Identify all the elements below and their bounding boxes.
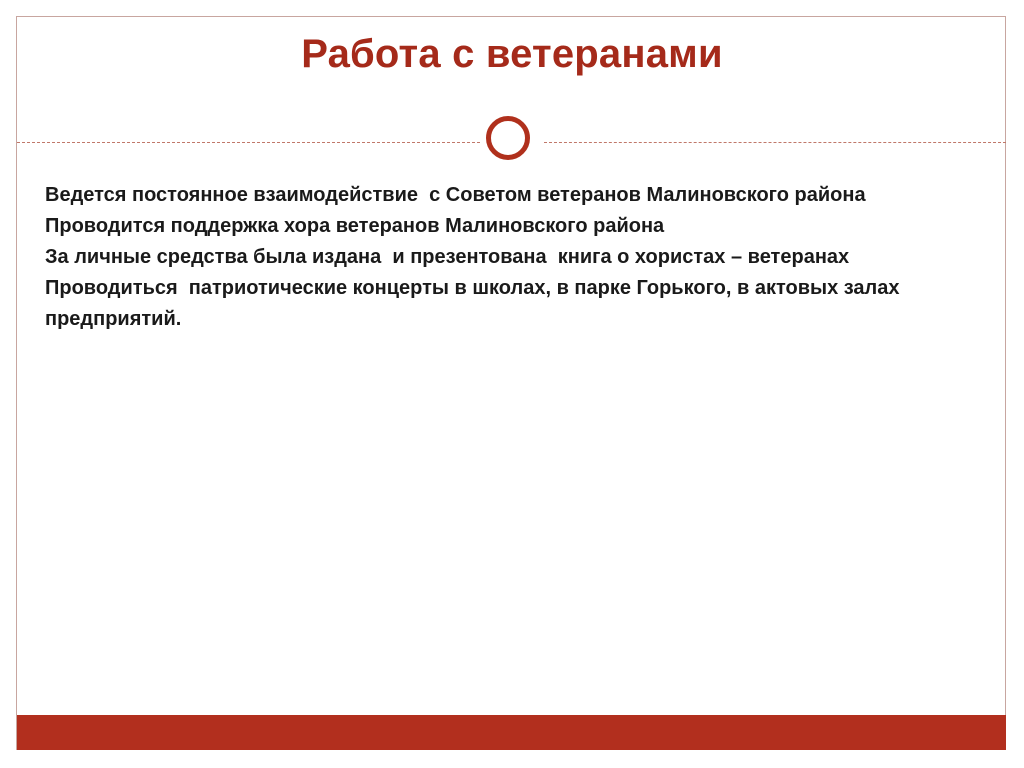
paragraph-book: За личные средства была издана и презентована книга о хористах – ветеранах [45,246,850,268]
circle-ornament-icon [486,116,530,160]
divider-right [544,142,1006,143]
divider-left [17,142,480,143]
paragraph-concerts: Проводиться патриотические концерты в школах, в парке Горького, в актовых залах предприятий. [45,277,906,330]
paragraph-council: Ведется постоянное взаимодействие с Советом ветеранов Малиновского района [45,184,866,206]
bottom-bar [17,715,1006,750]
paragraph-choir: Проводится поддержка хора ветеранов Малиновского района [45,215,665,237]
slide-body [45,180,975,335]
slide-title: Работа с ветеранами [301,32,723,76]
